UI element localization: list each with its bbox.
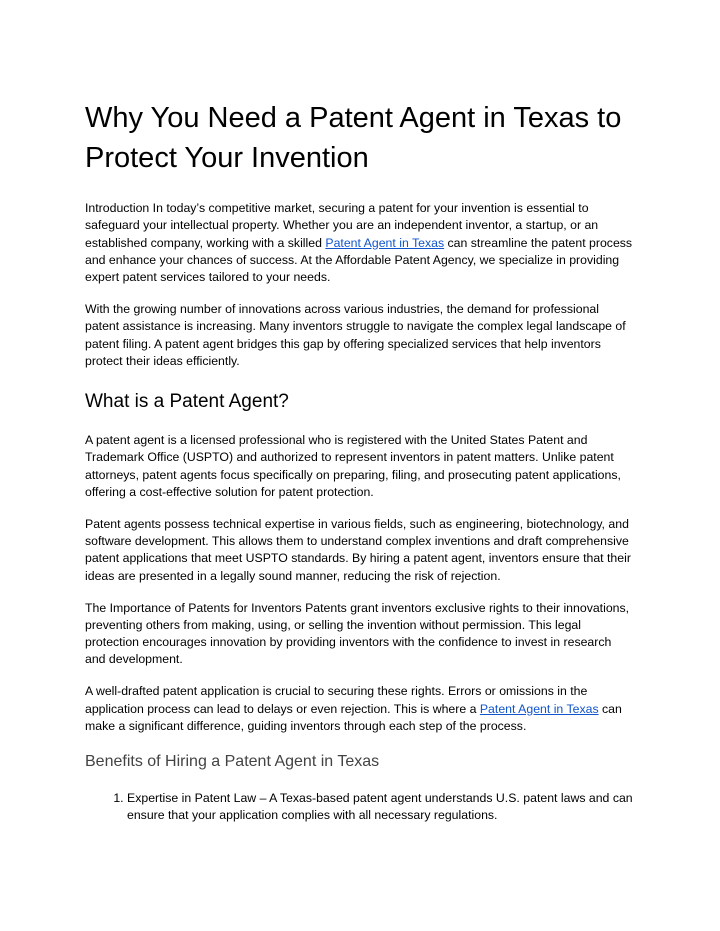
intro-paragraph <box>85 200 635 286</box>
intro-text-before: Introduction In today’s competitive market, securing a patent for your invention is essential to safeguard your intellectual property. Whether you are an independent inventor, a startup, or an established company, working with a skilled <box>85 201 599 250</box>
paragraph-definition: A patent agent is a licensed professional who is registered with the United States Patent and Trademark Office (USPTO) and authorized to represent inventors in patent matters. Unlike patent attorneys, patent agents focus specifically on preparing, filing, and prosecuting patent applications, offering a cost-effective solution for patent protection. <box>85 433 621 500</box>
section-heading: What is a Patent Agent? <box>85 391 289 413</box>
list-item: 1. Expertise in Patent Law – A Texas-based patent agent understands U.S. patent laws and can ensure that your application complies with all necessary regulations. <box>127 790 635 825</box>
intro-text-after: can streamline the patent process and enhance your chances of success. At the Affordable Patent Agency, we specialize in providing expert patent services tailored to your needs. <box>85 235 633 285</box>
patent-agent-texas-link-2[interactable]: Patent Agent in Texas <box>479 701 599 716</box>
drafting-text-after: can make a significant difference, guiding inventors through each step of the process. <box>85 701 622 733</box>
paragraph-expertise: Patent agents possess technical expertise in various fields, such as engineering, biotechnology, and software development. This allows them to understand complex inventions and draft comprehensive patent applications that meet USPTO standards. By hiring a patent agent, inventors ensure that their ideas are presented in a legally sound manner, reducing the risk of rejection. <box>85 516 631 583</box>
paragraph-demand: With the growing number of innovations across various industries, the demand for professional patent assistance is increasing. Many inventors struggle to navigate the complex legal landscape of patent filing. A patent agent bridges this gap by offering specialized services that help inventors protect their ideas efficiently. <box>85 301 626 368</box>
benefits-list <box>85 790 635 825</box>
patent-agent-texas-link[interactable]: Patent Agent in Texas <box>325 235 445 250</box>
paragraph-importance: The Importance of Patents for Inventors Patents grant inventors exclusive rights to their innovations, preventing others from making, using, or selling the invention without permission. This legal protection encourages innovation by providing inventors with the confidence to invest in research and development. <box>85 600 630 667</box>
document-body <box>85 98 635 825</box>
paragraph-drafting <box>85 683 635 735</box>
document-title: Why You Need a Patent Agent in Texas to Protect Your Invention <box>85 102 622 174</box>
drafting-text-before: A well-drafted patent application is crucial to securing these rights. Errors or omissions in the application process can lead to delays or even rejection. This is where a <box>85 684 588 716</box>
benefits-subheading: Benefits of Hiring a Patent Agent in Texas <box>85 753 380 771</box>
